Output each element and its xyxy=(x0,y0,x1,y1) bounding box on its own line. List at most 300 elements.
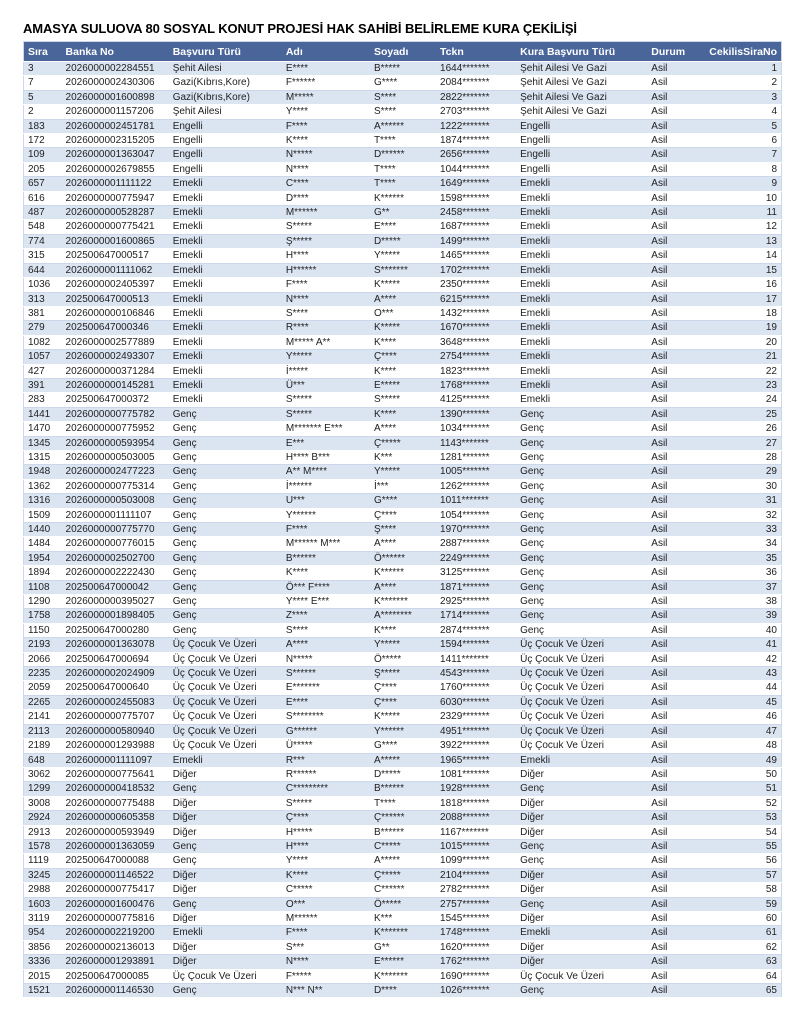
cell-soyadi: Ö***** xyxy=(370,652,436,666)
cell-tckn: 1620******* xyxy=(436,940,516,954)
cell-tckn: 1687******* xyxy=(436,220,516,234)
cell-durum: Asil xyxy=(647,911,690,925)
cell-sira: 2265 xyxy=(24,695,62,709)
cell-tckn: 1222******* xyxy=(436,119,516,133)
cell-soyadi: İ*** xyxy=(370,479,436,493)
table-row xyxy=(24,926,782,940)
cell-banka-no: 2026000000775770 xyxy=(62,523,169,537)
cell-basvuru-turu: Diğer xyxy=(169,911,282,925)
cell-kura-basvuru-turu: Genç xyxy=(516,782,647,796)
table-row xyxy=(24,825,782,839)
cell-sira: 2113 xyxy=(24,724,62,738)
cell-basvuru-turu: Üç Çocuk Ve Üzeri xyxy=(169,724,282,738)
cell-basvuru-turu: Diğer xyxy=(169,796,282,810)
cell-sira: 427 xyxy=(24,364,62,378)
cell-basvuru-turu: Üç Çocuk Ve Üzeri xyxy=(169,652,282,666)
cell-banka-no: 2026000002430306 xyxy=(62,76,169,90)
cell-durum: Asil xyxy=(647,220,690,234)
cell-durum: Asil xyxy=(647,450,690,464)
cell-cekilis-sira-no: 42 xyxy=(690,652,781,666)
cell-cekilis-sira-no: 28 xyxy=(690,450,781,464)
cell-sira: 1521 xyxy=(24,984,62,998)
table-row xyxy=(24,883,782,897)
cell-durum: Asil xyxy=(647,335,690,349)
cell-basvuru-turu: Emekli xyxy=(169,306,282,320)
cell-sira: 774 xyxy=(24,234,62,248)
table-row xyxy=(24,753,782,767)
cell-tckn: 1465******* xyxy=(436,249,516,263)
cell-sira: 2988 xyxy=(24,883,62,897)
cell-adi: E**** xyxy=(282,695,370,709)
cell-kura-basvuru-turu: Emekli xyxy=(516,263,647,277)
cell-tckn: 2874******* xyxy=(436,623,516,637)
cell-sira: 3336 xyxy=(24,955,62,969)
cell-banka-no: 2026000001363078 xyxy=(62,638,169,652)
cell-sira: 1578 xyxy=(24,839,62,853)
table-row xyxy=(24,566,782,580)
table-row xyxy=(24,234,782,248)
cell-adi: Z**** xyxy=(282,609,370,623)
cell-basvuru-turu: Gazi(Kıbrıs,Kore) xyxy=(169,90,282,104)
table-row xyxy=(24,537,782,551)
cell-cekilis-sira-no: 44 xyxy=(690,681,781,695)
cell-adi: N**** xyxy=(282,292,370,306)
cell-durum: Asil xyxy=(647,206,690,220)
cell-tckn: 1928******* xyxy=(436,782,516,796)
cell-durum: Asil xyxy=(647,551,690,565)
cell-durum: Asil xyxy=(647,134,690,148)
cell-cekilis-sira-no: 35 xyxy=(690,551,781,565)
cell-sira: 2924 xyxy=(24,811,62,825)
table-row xyxy=(24,90,782,104)
cell-kura-basvuru-turu: Üç Çocuk Ve Üzeri xyxy=(516,681,647,695)
cell-basvuru-turu: Engelli xyxy=(169,134,282,148)
cell-sira: 2141 xyxy=(24,710,62,724)
cell-basvuru-turu: Emekli xyxy=(169,220,282,234)
cell-tckn: 1598******* xyxy=(436,191,516,205)
cell-banka-no: 2026000001293988 xyxy=(62,739,169,753)
cell-soyadi: Y***** xyxy=(370,465,436,479)
cell-kura-basvuru-turu: Emekli xyxy=(516,321,647,335)
cell-adi: R*** xyxy=(282,753,370,767)
cell-adi: Ş***** xyxy=(282,234,370,248)
cell-banka-no: 2026000000395027 xyxy=(62,595,169,609)
cell-soyadi: G**** xyxy=(370,494,436,508)
table-row xyxy=(24,321,782,335)
table-row xyxy=(24,638,782,652)
cell-sira: 1290 xyxy=(24,595,62,609)
cell-durum: Asil xyxy=(647,623,690,637)
table-row xyxy=(24,667,782,681)
cell-kura-basvuru-turu: Genç xyxy=(516,623,647,637)
cell-basvuru-turu: Emekli xyxy=(169,292,282,306)
cell-kura-basvuru-turu: Diğer xyxy=(516,955,647,969)
cell-kura-basvuru-turu: Diğer xyxy=(516,911,647,925)
cell-soyadi: K*** xyxy=(370,450,436,464)
cell-adi: S*** xyxy=(282,940,370,954)
cell-tckn: 1281******* xyxy=(436,450,516,464)
table-row xyxy=(24,292,782,306)
cell-kura-basvuru-turu: Emekli xyxy=(516,234,647,248)
cell-basvuru-turu: Üç Çocuk Ve Üzeri xyxy=(169,638,282,652)
cell-basvuru-turu: Engelli xyxy=(169,148,282,162)
table-row xyxy=(24,162,782,176)
table-row xyxy=(24,724,782,738)
cell-sira: 109 xyxy=(24,148,62,162)
cell-banka-no: 2026000001111062 xyxy=(62,263,169,277)
cell-soyadi: Ç**** xyxy=(370,350,436,364)
cell-adi: R****** xyxy=(282,767,370,781)
table-body xyxy=(24,62,782,998)
table-row xyxy=(24,984,782,998)
cell-kura-basvuru-turu: Emekli xyxy=(516,292,647,306)
cell-soyadi: B****** xyxy=(370,782,436,796)
cell-kura-basvuru-turu: Genç xyxy=(516,984,647,998)
cell-cekilis-sira-no: 15 xyxy=(690,263,781,277)
cell-soyadi: E***** xyxy=(370,378,436,392)
cell-soyadi: C****** xyxy=(370,883,436,897)
cell-basvuru-turu: Genç xyxy=(169,551,282,565)
cell-sira: 1948 xyxy=(24,465,62,479)
table-row xyxy=(24,306,782,320)
cell-cekilis-sira-no: 53 xyxy=(690,811,781,825)
cell-durum: Asil xyxy=(647,984,690,998)
cell-banka-no: 202500647000640 xyxy=(62,681,169,695)
cell-banka-no: 2026000002219200 xyxy=(62,926,169,940)
column-header-tckn: Tckn xyxy=(436,42,516,62)
cell-tckn: 1005******* xyxy=(436,465,516,479)
cell-sira: 1441 xyxy=(24,407,62,421)
cell-durum: Asil xyxy=(647,811,690,825)
cell-soyadi: A****** xyxy=(370,119,436,133)
cell-banka-no: 2026000000418532 xyxy=(62,782,169,796)
cell-durum: Asil xyxy=(647,537,690,551)
cell-kura-basvuru-turu: Genç xyxy=(516,508,647,522)
cell-sira: 5 xyxy=(24,90,62,104)
cell-sira: 205 xyxy=(24,162,62,176)
cell-adi: S**** xyxy=(282,623,370,637)
cell-banka-no: 202500647000517 xyxy=(62,249,169,263)
cell-kura-basvuru-turu: Diğer xyxy=(516,811,647,825)
cell-banka-no: 202500647000513 xyxy=(62,292,169,306)
cell-tckn: 1390******* xyxy=(436,407,516,421)
cell-kura-basvuru-turu: Genç xyxy=(516,450,647,464)
cell-durum: Asil xyxy=(647,263,690,277)
cell-basvuru-turu: Genç xyxy=(169,465,282,479)
cell-banka-no: 202500647000694 xyxy=(62,652,169,666)
table-row xyxy=(24,393,782,407)
cell-adi: İ***** xyxy=(282,364,370,378)
cell-basvuru-turu: Emekli xyxy=(169,753,282,767)
cell-adi: K**** xyxy=(282,868,370,882)
cell-basvuru-turu: Diğer xyxy=(169,883,282,897)
cell-durum: Asil xyxy=(647,508,690,522)
cell-soyadi: Y***** xyxy=(370,249,436,263)
table-row xyxy=(24,695,782,709)
cell-soyadi: Ç***** xyxy=(370,868,436,882)
cell-cekilis-sira-no: 30 xyxy=(690,479,781,493)
cell-cekilis-sira-no: 48 xyxy=(690,739,781,753)
cell-soyadi: Y****** xyxy=(370,724,436,738)
cell-kura-basvuru-turu: Diğer xyxy=(516,767,647,781)
cell-durum: Asil xyxy=(647,681,690,695)
cell-durum: Asil xyxy=(647,883,690,897)
table-row xyxy=(24,782,782,796)
results-table xyxy=(23,41,782,998)
cell-soyadi: G**** xyxy=(370,739,436,753)
cell-cekilis-sira-no: 38 xyxy=(690,595,781,609)
cell-banka-no: 2026000000775488 xyxy=(62,796,169,810)
cell-sira: 279 xyxy=(24,321,62,335)
cell-basvuru-turu: Genç xyxy=(169,422,282,436)
cell-durum: Asil xyxy=(647,76,690,90)
cell-cekilis-sira-no: 34 xyxy=(690,537,781,551)
cell-soyadi: K***** xyxy=(370,278,436,292)
cell-kura-basvuru-turu: Şehit Ailesi Ve Gazi xyxy=(516,90,647,104)
cell-durum: Asil xyxy=(647,638,690,652)
cell-banka-no: 202500647000088 xyxy=(62,854,169,868)
cell-basvuru-turu: Genç xyxy=(169,839,282,853)
cell-basvuru-turu: Genç xyxy=(169,436,282,450)
cell-adi: N**** xyxy=(282,162,370,176)
cell-sira: 616 xyxy=(24,191,62,205)
cell-kura-basvuru-turu: Genç xyxy=(516,580,647,594)
table-row xyxy=(24,378,782,392)
cell-cekilis-sira-no: 14 xyxy=(690,249,781,263)
cell-tckn: 2458******* xyxy=(436,206,516,220)
cell-kura-basvuru-turu: Emekli xyxy=(516,378,647,392)
cell-sira: 1316 xyxy=(24,494,62,508)
cell-sira: 2 xyxy=(24,105,62,119)
cell-banka-no: 202500647000346 xyxy=(62,321,169,335)
cell-cekilis-sira-no: 19 xyxy=(690,321,781,335)
cell-basvuru-turu: Genç xyxy=(169,897,282,911)
cell-basvuru-turu: Diğer xyxy=(169,940,282,954)
cell-cekilis-sira-no: 54 xyxy=(690,825,781,839)
cell-tckn: 1432******* xyxy=(436,306,516,320)
cell-kura-basvuru-turu: Emekli xyxy=(516,350,647,364)
table-row xyxy=(24,609,782,623)
cell-basvuru-turu: Emekli xyxy=(169,191,282,205)
cell-banka-no: 202500647000085 xyxy=(62,969,169,983)
table-row xyxy=(24,681,782,695)
cell-kura-basvuru-turu: Emekli xyxy=(516,335,647,349)
cell-soyadi: Ç****** xyxy=(370,811,436,825)
cell-kura-basvuru-turu: Emekli xyxy=(516,393,647,407)
cell-sira: 313 xyxy=(24,292,62,306)
cell-adi: H***** xyxy=(282,825,370,839)
cell-cekilis-sira-no: 43 xyxy=(690,667,781,681)
cell-banka-no: 2026000000106846 xyxy=(62,306,169,320)
page-title: AMASYA SULUOVA 80 SOSYAL KONUT PROJESİ HAK SAHİBİ BELİRLEME KURA ÇEKİLİŞİ xyxy=(23,21,577,36)
cell-sira: 3 xyxy=(24,62,62,76)
cell-cekilis-sira-no: 63 xyxy=(690,955,781,969)
cell-durum: Asil xyxy=(647,306,690,320)
table-row xyxy=(24,191,782,205)
cell-basvuru-turu: Gazi(Kıbrıs,Kore) xyxy=(169,76,282,90)
cell-adi: Ö*** F**** xyxy=(282,580,370,594)
cell-tckn: 1099******* xyxy=(436,854,516,868)
cell-tckn: 1499******* xyxy=(436,234,516,248)
cell-kura-basvuru-turu: Engelli xyxy=(516,134,647,148)
cell-kura-basvuru-turu: Genç xyxy=(516,465,647,479)
cell-soyadi: G** xyxy=(370,206,436,220)
cell-cekilis-sira-no: 12 xyxy=(690,220,781,234)
cell-cekilis-sira-no: 61 xyxy=(690,926,781,940)
table-row xyxy=(24,911,782,925)
cell-tckn: 1015******* xyxy=(436,839,516,853)
cell-sira: 1484 xyxy=(24,537,62,551)
cell-tckn: 3648******* xyxy=(436,335,516,349)
cell-durum: Asil xyxy=(647,897,690,911)
cell-banka-no: 2026000001600898 xyxy=(62,90,169,104)
table-row xyxy=(24,364,782,378)
cell-cekilis-sira-no: 62 xyxy=(690,940,781,954)
cell-banka-no: 2026000002024909 xyxy=(62,667,169,681)
cell-basvuru-turu: Emekli xyxy=(169,177,282,191)
cell-soyadi: G**** xyxy=(370,76,436,90)
cell-tckn: 1670******* xyxy=(436,321,516,335)
cell-kura-basvuru-turu: Emekli xyxy=(516,306,647,320)
cell-tckn: 1874******* xyxy=(436,134,516,148)
cell-banka-no: 2026000002493307 xyxy=(62,350,169,364)
cell-adi: N***** xyxy=(282,148,370,162)
cell-adi: M****** xyxy=(282,206,370,220)
cell-adi: O*** xyxy=(282,897,370,911)
cell-soyadi: Ç**** xyxy=(370,695,436,709)
cell-sira: 1758 xyxy=(24,609,62,623)
cell-tckn: 1143******* xyxy=(436,436,516,450)
table-row xyxy=(24,62,782,76)
cell-kura-basvuru-turu: Üç Çocuk Ve Üzeri xyxy=(516,638,647,652)
cell-kura-basvuru-turu: Genç xyxy=(516,595,647,609)
cell-kura-basvuru-turu: Emekli xyxy=(516,191,647,205)
cell-soyadi: A******** xyxy=(370,609,436,623)
cell-basvuru-turu: Diğer xyxy=(169,811,282,825)
cell-tckn: 6030******* xyxy=(436,695,516,709)
table-row xyxy=(24,710,782,724)
cell-durum: Asil xyxy=(647,436,690,450)
cell-soyadi: S******* xyxy=(370,263,436,277)
cell-cekilis-sira-no: 20 xyxy=(690,335,781,349)
cell-tckn: 6215******* xyxy=(436,292,516,306)
cell-adi: Y**** xyxy=(282,105,370,119)
cell-basvuru-turu: Diğer xyxy=(169,955,282,969)
cell-kura-basvuru-turu: Genç xyxy=(516,537,647,551)
cell-sira: 1603 xyxy=(24,897,62,911)
table-row xyxy=(24,839,782,853)
cell-adi: Y**** xyxy=(282,854,370,868)
cell-adi: K**** xyxy=(282,566,370,580)
table-header xyxy=(24,42,782,62)
cell-adi: E**** xyxy=(282,62,370,76)
cell-kura-basvuru-turu: Emekli xyxy=(516,278,647,292)
cell-soyadi: Ö****** xyxy=(370,551,436,565)
cell-soyadi: T**** xyxy=(370,796,436,810)
cell-tckn: 2754******* xyxy=(436,350,516,364)
cell-kura-basvuru-turu: Genç xyxy=(516,897,647,911)
cell-kura-basvuru-turu: Üç Çocuk Ve Üzeri xyxy=(516,724,647,738)
cell-durum: Asil xyxy=(647,393,690,407)
cell-basvuru-turu: Üç Çocuk Ve Üzeri xyxy=(169,667,282,681)
cell-kura-basvuru-turu: Üç Çocuk Ve Üzeri xyxy=(516,667,647,681)
cell-soyadi: O*** xyxy=(370,306,436,320)
cell-banka-no: 2026000000775947 xyxy=(62,191,169,205)
cell-sira: 1036 xyxy=(24,278,62,292)
cell-adi: D**** xyxy=(282,191,370,205)
table-row xyxy=(24,551,782,565)
cell-cekilis-sira-no: 23 xyxy=(690,378,781,392)
cell-cekilis-sira-no: 13 xyxy=(690,234,781,248)
cell-cekilis-sira-no: 37 xyxy=(690,580,781,594)
cell-durum: Asil xyxy=(647,162,690,176)
cell-soyadi: K******* xyxy=(370,595,436,609)
cell-cekilis-sira-no: 6 xyxy=(690,134,781,148)
table-row xyxy=(24,249,782,263)
cell-cekilis-sira-no: 5 xyxy=(690,119,781,133)
cell-adi: M******* E*** xyxy=(282,422,370,436)
column-header-soyadi: Soyadı xyxy=(370,42,436,62)
table-row xyxy=(24,148,782,162)
cell-adi: Y****** xyxy=(282,508,370,522)
cell-durum: Asil xyxy=(647,854,690,868)
cell-tckn: 2088******* xyxy=(436,811,516,825)
cell-tckn: 1044******* xyxy=(436,162,516,176)
table-row xyxy=(24,177,782,191)
table-row xyxy=(24,854,782,868)
cell-tckn: 1714******* xyxy=(436,609,516,623)
cell-basvuru-turu: Şehit Ailesi xyxy=(169,105,282,119)
cell-soyadi: S**** xyxy=(370,105,436,119)
cell-banka-no: 2026000000503005 xyxy=(62,450,169,464)
cell-adi: C**** xyxy=(282,177,370,191)
cell-soyadi: D**** xyxy=(370,984,436,998)
cell-cekilis-sira-no: 26 xyxy=(690,422,781,436)
cell-tckn: 1262******* xyxy=(436,479,516,493)
cell-banka-no: 2026000000503008 xyxy=(62,494,169,508)
cell-adi: H****** xyxy=(282,263,370,277)
cell-banka-no: 2026000002136013 xyxy=(62,940,169,954)
cell-adi: F**** xyxy=(282,523,370,537)
cell-adi: Ç**** xyxy=(282,811,370,825)
cell-cekilis-sira-no: 22 xyxy=(690,364,781,378)
cell-soyadi: K**** xyxy=(370,623,436,637)
cell-basvuru-turu: Genç xyxy=(169,609,282,623)
table-row xyxy=(24,278,782,292)
cell-tckn: 2822******* xyxy=(436,90,516,104)
cell-soyadi: K****** xyxy=(370,566,436,580)
cell-banka-no: 2026000001111122 xyxy=(62,177,169,191)
cell-sira: 2015 xyxy=(24,969,62,983)
cell-soyadi: D****** xyxy=(370,148,436,162)
cell-tckn: 3125******* xyxy=(436,566,516,580)
cell-banka-no: 202500647000280 xyxy=(62,623,169,637)
cell-basvuru-turu: Emekli xyxy=(169,393,282,407)
cell-banka-no: 2026000000775782 xyxy=(62,407,169,421)
cell-durum: Asil xyxy=(647,350,690,364)
cell-soyadi: T**** xyxy=(370,134,436,148)
cell-durum: Asil xyxy=(647,839,690,853)
cell-soyadi: A***** xyxy=(370,753,436,767)
cell-durum: Asil xyxy=(647,767,690,781)
cell-cekilis-sira-no: 50 xyxy=(690,767,781,781)
cell-banka-no: 2026000001898405 xyxy=(62,609,169,623)
table-row xyxy=(24,494,782,508)
cell-basvuru-turu: Emekli xyxy=(169,364,282,378)
cell-durum: Asil xyxy=(647,782,690,796)
cell-sira: 1362 xyxy=(24,479,62,493)
cell-basvuru-turu: Diğer xyxy=(169,767,282,781)
